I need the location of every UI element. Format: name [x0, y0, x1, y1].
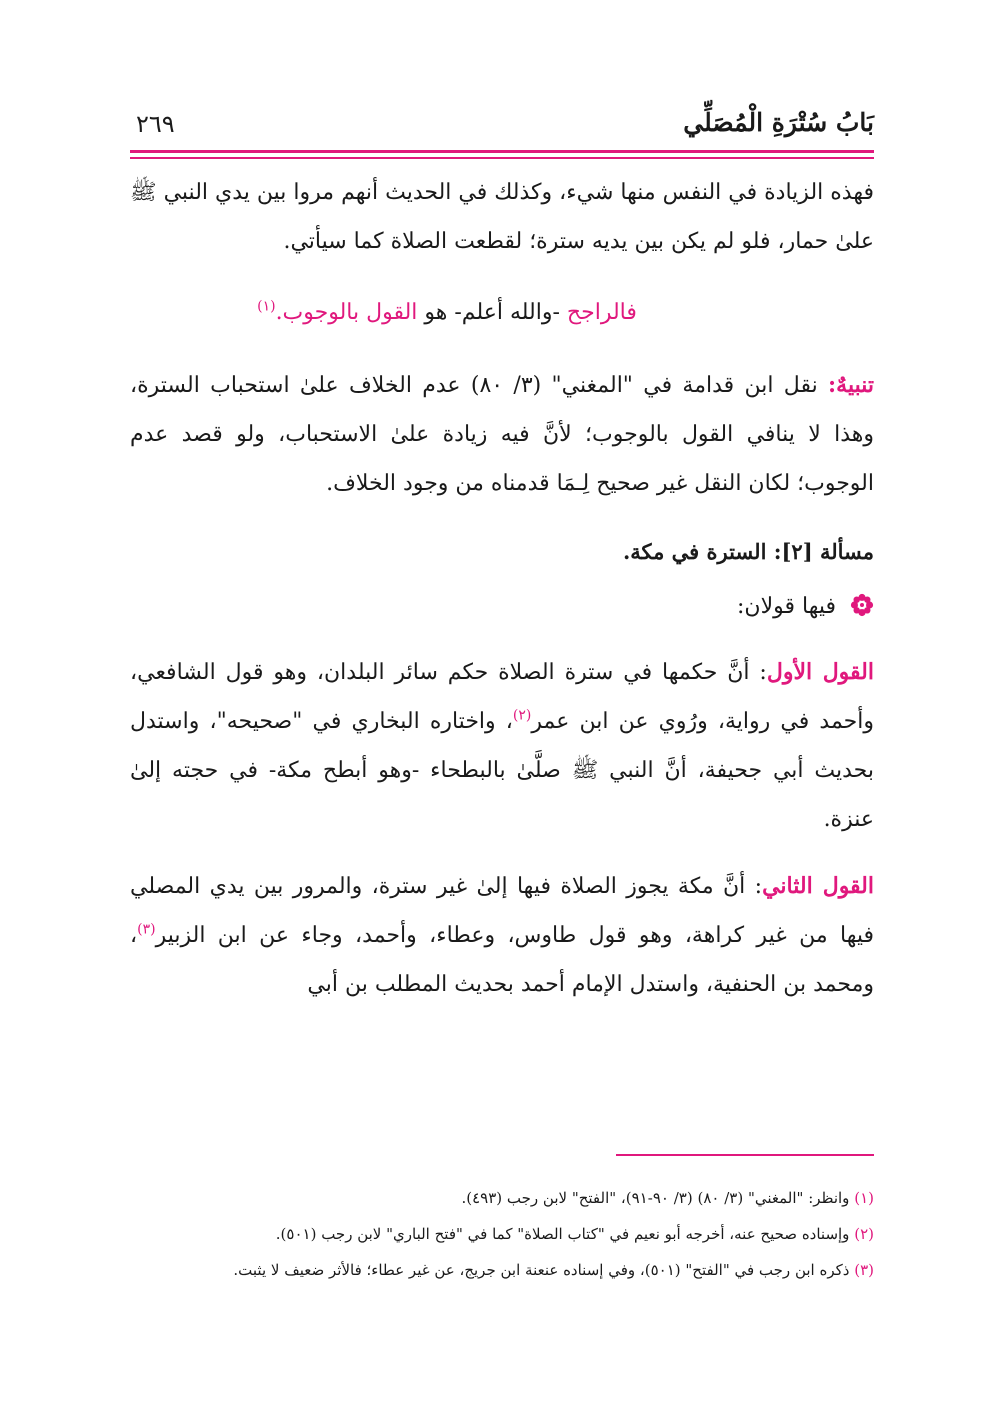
footnotes	[130, 1180, 874, 1288]
header-rule-thin	[130, 157, 874, 159]
footnote-ref-3[interactable]: (٣)	[137, 921, 156, 938]
page-number: ٢٦٩	[136, 110, 175, 138]
ruling-word: فالراجح	[566, 300, 637, 325]
paragraph-tanbih: تنبيهٌ: نقل ابن قدامة في "المغني" (٣/ ٨٠) عدم الخلاف علىٰ استحباب السترة، وهذا لا ينافي القول بالوجوب؛ لأنَّ فيه زيادة علىٰ الاستحباب، ولو قصد عدم الوجوب؛ لكان النقل غير صحيح لِـمَا قدمناه من وجود الخلاف.	[130, 372, 874, 496]
main-text	[130, 168, 874, 1009]
ruling-middle: -والله أعلم- هو	[417, 300, 567, 325]
first-opinion-label: القول الأول	[766, 659, 874, 685]
second-opinion-label: القول الثاني	[762, 873, 875, 899]
paragraph-top: فهذه الزيادة في النفس منها شيء، وكذلك في الحديث أنهم مروا بين يدي النبي ﷺ علىٰ حمار، فلو لم يكن بين يديه سترة؛ لقطعت الصلاة كما سيأتي.	[130, 180, 874, 254]
two-opinions-line: فيها قولان:	[130, 584, 874, 630]
page-header	[130, 108, 874, 152]
paragraph-second-opinion: القول الثاني: أنَّ مكة يجوز الصلاة فيها إلىٰ غير سترة، والمرور بين يدي المصلي فيها من غير كراهة، وهو قول طاوس، وعطاء، وأحمد، وجاء عن ابن الزبير$^{(٣)}$، ومحمد بن الحنفية، واستدل الإمام أحمد بحديث المطلب بن أبي	[130, 873, 875, 997]
footnote-ref-2[interactable]: (٢)	[512, 707, 532, 724]
footnote-number: (٣)	[854, 1261, 874, 1279]
ruling-line	[130, 288, 874, 337]
footnote-separator	[616, 1154, 874, 1156]
footnote-ref-1[interactable]: (١)	[257, 298, 276, 315]
header-rule-thick	[130, 150, 874, 153]
chapter-title: بَابُ سُتْرَةِ الْمُصَلِّي	[683, 108, 874, 137]
issue-heading: مسألة [٢]: السترة في مكة.	[622, 539, 874, 564]
tanbih-label: تنبيهٌ:	[828, 372, 874, 398]
footnote-number: (١)	[854, 1189, 874, 1207]
flower-ornament-icon	[850, 588, 874, 612]
ruling-conclusion: القول بالوجوب.	[275, 300, 418, 325]
footnote: (١) وانظر: "المغني" (٣/ ٨٠) (٣/ ٩٠-٩١)، "الفتح" لابن رجب (٤٩٣).	[461, 1189, 874, 1207]
footnote-number: (٢)	[854, 1225, 874, 1243]
footnote: (٢) وإسناده صحيح عنه، أخرجه أبو نعيم في "كتاب الصلاة" كما في "فتح الباري" لابن رجب (٥٠١).	[275, 1225, 874, 1243]
footnote: (٣) ذكره ابن رجب في "الفتح" (٥٠١)، وفي إسناده عنعنة ابن جريج، عن غير عطاء؛ فالأثر ضعيف لا يثبت.	[233, 1261, 874, 1279]
paragraph-first-opinion: القول الأول: أنَّ حكمها في سترة الصلاة حكم سائر البلدان، وهو قول الشافعي، وأحمد في رواية، ورُوي عن ابن عمر$^{(٢)}$، واختاره البخاري في "صحيحه"، واستدل بحديث أبي جحيفة، أنَّ النبي ﷺ صلَّىٰ بالبطحاء -وهو أبطح مكة- في حجته إلىٰ عنزة.	[130, 659, 874, 832]
